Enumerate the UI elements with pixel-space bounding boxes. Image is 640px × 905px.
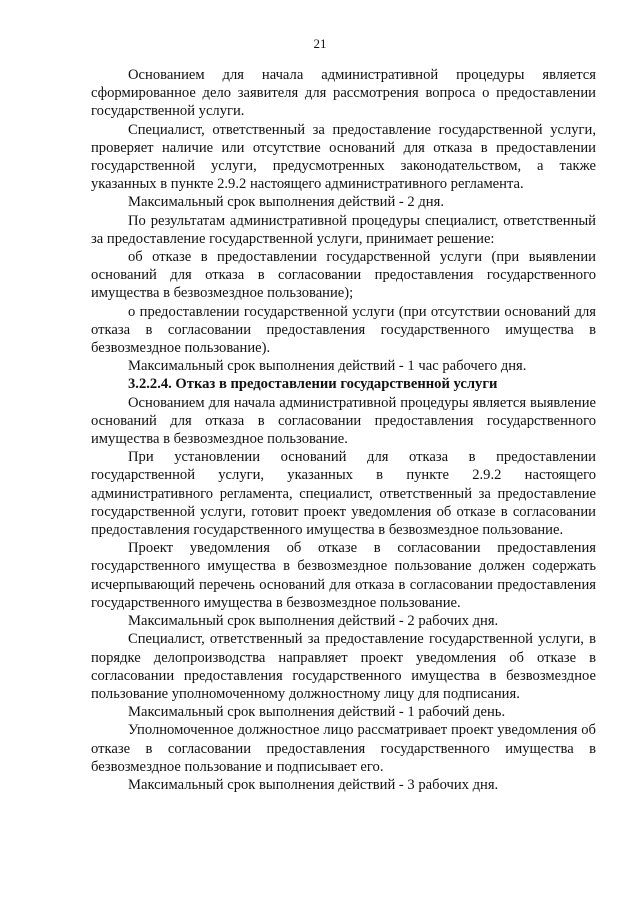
paragraph: Специалист, ответственный за предоставление государственной услуги, проверяет наличие или отсутствие оснований для отказа в предоставлении государственной услуги, предусмотренных законодательством, а также указанных в пункте 2.9.2 настоящего административного регламента. bbox=[91, 121, 596, 193]
paragraph: Основанием для начала административной процедуры является выявление оснований для отказа в согласовании предоставления государственного имущества в безвозмездное пользование. bbox=[91, 394, 596, 448]
paragraph: Максимальный срок выполнения действий - 1 час рабочего дня. bbox=[128, 358, 527, 375]
paragraph: Максимальный срок выполнения действий - 1 рабочий день. bbox=[128, 704, 506, 721]
paragraph: Проект уведомления об отказе в согласовании предоставления государственного имущества в безвозмездное пользование должен содержать исчерпывающий перечень оснований для отказа в согласовании предоставления государственного имущества в безвозмездное пользование. bbox=[91, 540, 596, 611]
paragraph: Основанием для начала административной процедуры является сформированное дело заявителя для рассмотрения вопроса о предоставлении государственной услуги. bbox=[91, 67, 596, 120]
paragraph: Специалист, ответственный за предоставление государственной услуги, в порядке делопроизводства направляет проект уведомления об отказе в согласовании предоставления государственного имущества в безвозмездное пользование уполномоченному должностному лицу для подписания. bbox=[91, 631, 596, 702]
paragraph: При установлении оснований для отказа в предоставлении государственной услуги, указанных в пункте 2.9.2 настоящего административного регламента, специалист, ответственный за предоставление государственной услуги, готовит проект уведомления об отказе в согласовании предоставления государственного имущества в безвозмездное пользование. bbox=[91, 449, 596, 539]
paragraph: Уполномоченное должностное лицо рассматривает проект уведомления об отказе в согласовании предоставления государственного имущества в безвозмездное пользование и подписывает его. bbox=[91, 722, 596, 775]
paragraph: о предоставлении государственной услуги (при отсутствии оснований для отказа в согласовании предоставления государственного имущества в безвозмездное пользование). bbox=[91, 303, 596, 357]
section-heading: 3.2.2.4. Отказ в предоставлении государственной услуги bbox=[128, 376, 498, 393]
paragraph: По результатам административной процедуры специалист, ответственный за предоставление государственной услуги, принимает решение: bbox=[91, 212, 596, 247]
document-body bbox=[91, 66, 596, 794]
paragraph: Максимальный срок выполнения действий - 2 рабочих дня. bbox=[128, 613, 499, 630]
page-number: 21 bbox=[313, 36, 327, 51]
paragraph: Максимальный срок выполнения действий - 2 дня. bbox=[128, 194, 444, 211]
paragraph: Максимальный срок выполнения действий - 3 рабочих дня. bbox=[128, 776, 499, 793]
paragraph: об отказе в предоставлении государственной услуги (при выявлении оснований для отказа в согласовании предоставления государственного имущества в безвозмездное пользование); bbox=[91, 249, 596, 302]
